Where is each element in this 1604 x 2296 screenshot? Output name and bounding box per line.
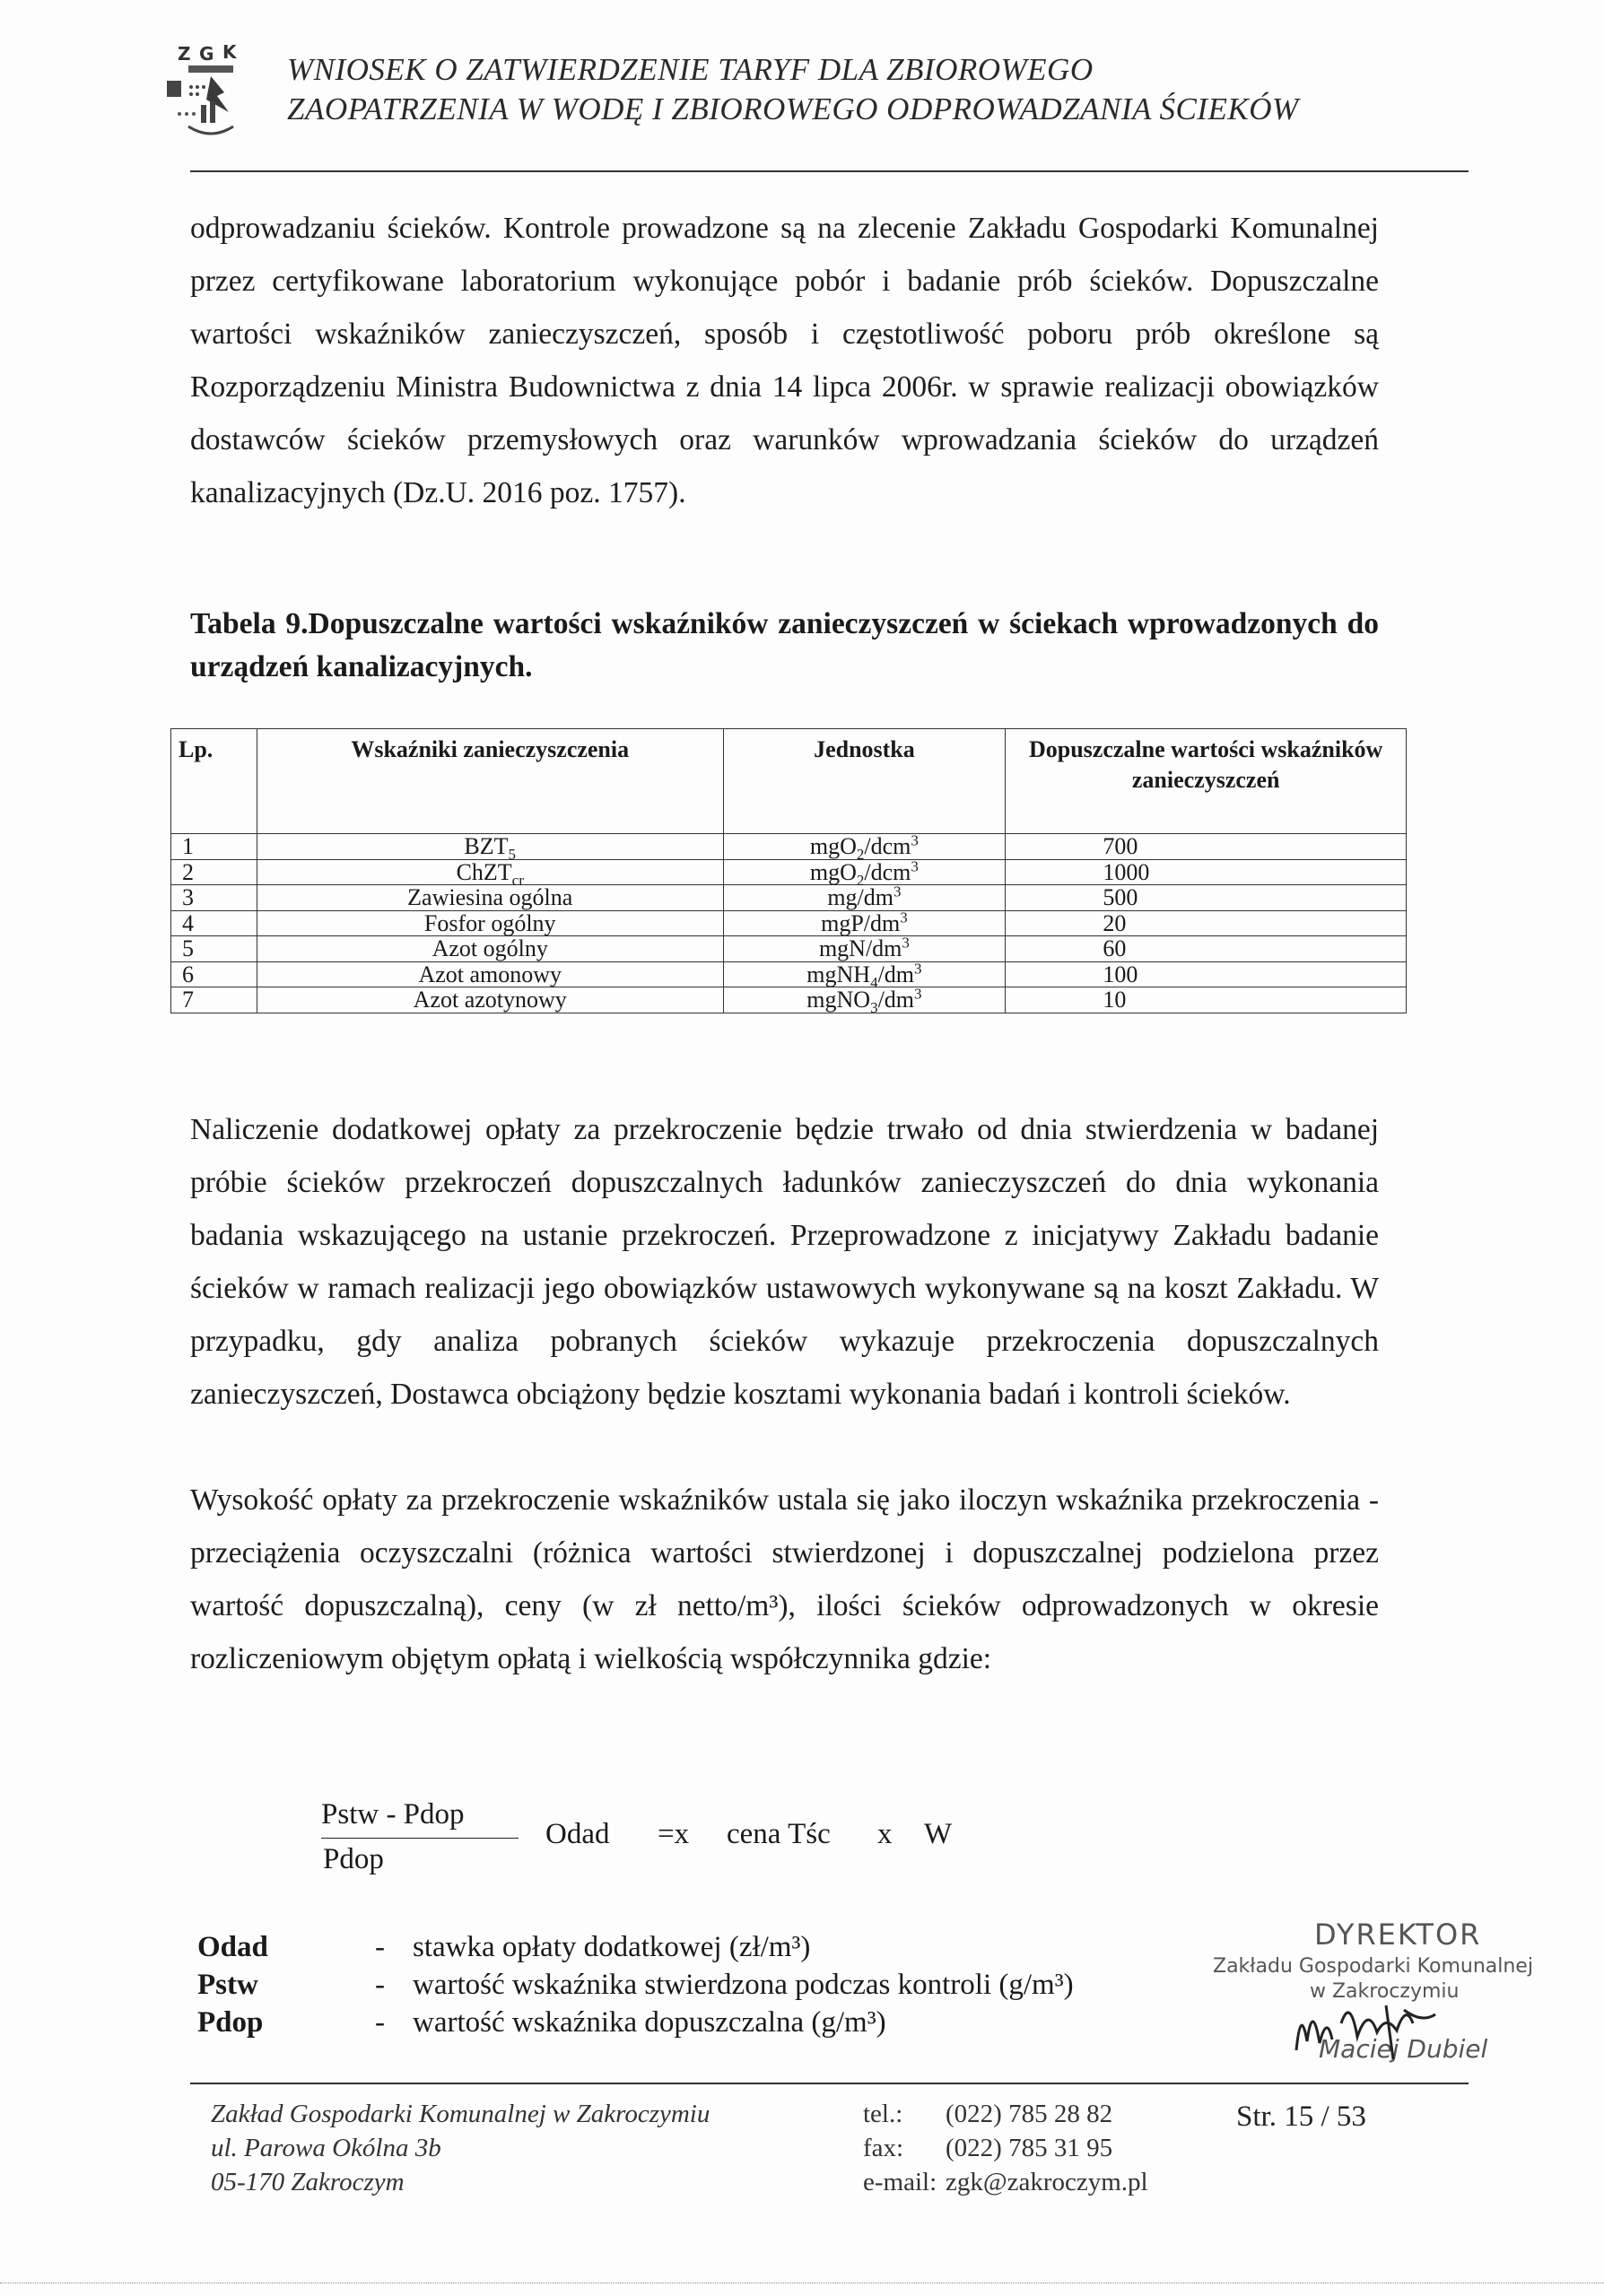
handwritten-signature <box>1287 1987 1449 2068</box>
cell-lp <box>171 936 257 962</box>
lp-text: 5 <box>182 935 194 961</box>
footer-street: ul. Parowa Okólna 3b <box>211 2134 441 2162</box>
formula-fraction-bar <box>321 1838 519 1839</box>
lp-text: 7 <box>182 987 194 1013</box>
limit-value: 100 <box>1103 961 1138 987</box>
unit-superscript: 3 <box>894 883 902 900</box>
cell-indicator <box>257 910 723 936</box>
limit-value: 700 <box>1103 833 1138 859</box>
cell-lp <box>171 910 257 936</box>
unit-subscript: 4 <box>870 973 878 991</box>
svg-text:G: G <box>199 43 214 65</box>
unit-superscript: 3 <box>911 831 919 849</box>
fax-label: fax: <box>863 2134 904 2162</box>
legend-definition: stawka opłaty dodatkowej (zł/m³) <box>413 1931 811 1963</box>
unit-superscript: 3 <box>914 959 922 977</box>
stamp-town: w Zakroczymiu <box>1310 1980 1460 2003</box>
indicator-text: ChZT <box>456 858 512 885</box>
unit-text: mgNO <box>806 987 871 1013</box>
table-row <box>171 936 1407 962</box>
pollutant-limits-table <box>170 728 1407 1017</box>
svg-text:K: K <box>222 41 237 63</box>
table-row <box>171 859 1407 885</box>
legend-definition: wartość wskaźnika dopuszczalna (g/m³) <box>413 2006 886 2039</box>
cell-indicator <box>257 833 723 864</box>
cell-unit <box>723 831 1006 864</box>
legend-key: Pstw <box>197 1969 258 2001</box>
unit-text: mgP/dm <box>821 909 901 936</box>
paragraph-fee-calculation: Wysokość opłaty za przekroczenie wskaźników ustala się jako iloczyn wskaźnika przekroczenia - przeciążenia oczyszczalni (różnica wartości stwierdzonej i dopuszczalnej podzielona przez wartość dopuszczalną), ceny (w zł netto/m³), ilości ścieków odprowadzonych w okresie rozliczeniowym objętym opłatą i wielkością współczynnika gdzie: <box>190 1483 1379 1675</box>
cell-lp <box>171 961 257 987</box>
phone-label: tel.: <box>863 2100 903 2128</box>
legend-definition: wartość wskaźnika stwierdzona podczas kontroli (g/m³) <box>413 1969 1074 2001</box>
footer-city: 05-170 Zakroczym <box>211 2168 405 2196</box>
table-caption: Tabela 9.Dopuszczalne wartości wskaźników zanieczyszczeń w ściekach wprowadzonych do urządzeń kanalizacyjnych. <box>190 607 1379 683</box>
unit-subscript: 2 <box>856 846 865 864</box>
header-rule <box>190 170 1469 172</box>
formula-price: cena Tśc <box>727 1818 831 1850</box>
paragraph-surcharge: Naliczenie dodatkowej opłaty za przekroczenie będzie trwało od dnia stwierdzenia w badanej próbie ścieków przekroczeń dopuszczalnych ładunków zanieczyszczeń do dnia wykonania badania wskazującego na ustanie przekroczeń. Przeprowadzone z inicjatywy Zakładu badanie ścieków w ramach realizacji jego obowiązków ustawowych wykonywane są na koszt Zakładu. W przypadku, gdy analiza pobranych ścieków wykazuje przekroczenia dopuszczalnych zanieczyszczeń, Dostawca obciążony będzie kosztami wykonania badań i kontroli ścieków. <box>190 1113 1379 1411</box>
table-row <box>171 961 1407 987</box>
cell-limit <box>1006 885 1407 911</box>
table-row <box>171 987 1407 1013</box>
indicator-text: Azot amonowy <box>418 961 562 987</box>
fax-number: (022) 785 31 95 <box>946 2134 1113 2162</box>
footer-address <box>211 2097 710 2199</box>
page-number: Str. 15 / 53 <box>1236 2100 1366 2133</box>
lp-text: 1 <box>182 833 194 859</box>
paragraph-intro: odprowadzaniu ścieków. Kontrole prowadzone są na zlecenie Zakładu Gospodarki Komunalnej przez certyfikowane laboratorium wykonujące pobór i badanie prób ścieków. Dopuszczalne wartości wskaźników zanieczyszczeń, sposób i częstotliwość poboru prób określone są Rozporządzeniu Ministra Budownictwa z dnia 14 lipca 2006r. w sprawie realizacji obowiązków dostawców ścieków przemysłowych oraz warunków wprowadzania ścieków do urządzeń kanalizacyjnych (Dz.U. 2016 poz. 1757). <box>190 212 1379 509</box>
limit-value: 20 <box>1103 909 1127 936</box>
cell-unit <box>723 885 1006 911</box>
indicator-text: Azot ogólny <box>432 935 548 961</box>
phone-number: (022) 785 28 82 <box>946 2100 1113 2128</box>
unit-text: mgN/dm <box>818 935 902 961</box>
cell-unit <box>723 857 1006 889</box>
cell-indicator <box>257 987 723 1013</box>
table-row <box>171 834 1407 860</box>
indicator-text: Zawiesina ogólna <box>407 884 573 910</box>
legend-row <box>197 2004 1274 2041</box>
legend-dash: - <box>375 1969 385 2001</box>
stamp-name: Maciej Dubiel <box>1319 2034 1488 2064</box>
cell-limit <box>1006 859 1407 885</box>
unit-subscript: 2 <box>856 871 865 889</box>
cell-unit <box>723 985 1006 1017</box>
formula-numerator: Pstw - Pdop <box>321 1798 465 1831</box>
company-logo <box>161 40 260 148</box>
table-row <box>171 885 1407 911</box>
footer-org-name: Zakład Gospodarki Komunalnej w Zakroczymiu <box>211 2100 710 2128</box>
lp-text: 2 <box>182 858 194 885</box>
unit-tail: /dcm <box>864 858 911 885</box>
legend-row <box>197 1966 1274 2004</box>
unit-tail: /dm <box>877 987 915 1013</box>
cell-limit <box>1006 936 1407 962</box>
indicator-subscript: cr <box>511 871 524 889</box>
table-header-row <box>171 729 1407 834</box>
limit-value: 10 <box>1103 987 1127 1013</box>
lp-text: 3 <box>182 884 194 910</box>
unit-text: mg/dm <box>827 884 894 910</box>
email-label: e-mail: <box>863 2168 937 2196</box>
indicator-text: Fosfor ogólny <box>423 909 556 936</box>
cell-limit <box>1006 987 1407 1013</box>
fee-formula <box>321 1798 1039 1879</box>
cell-lp <box>171 987 257 1013</box>
cell-unit <box>723 959 1006 991</box>
cell-lp <box>171 859 257 885</box>
cell-indicator <box>257 961 723 987</box>
unit-subscript: 3 <box>870 999 878 1017</box>
cell-unit <box>723 936 1006 962</box>
legend-row <box>197 1928 1274 1966</box>
legend-dash: - <box>375 1931 385 1963</box>
footer-rule <box>190 2083 1469 2084</box>
col-header-indicator: Wskaźniki zanieczyszczenia <box>257 729 723 834</box>
indicator-text: Azot azotynowy <box>413 987 567 1013</box>
unit-superscript: 3 <box>900 908 908 926</box>
svg-text:Z: Z <box>178 43 191 65</box>
unit-superscript: 3 <box>902 934 910 952</box>
formula-w: W <box>924 1818 953 1850</box>
unit-superscript: 3 <box>911 857 919 874</box>
legend-key: Odad <box>197 1931 268 1963</box>
limit-value: 60 <box>1103 935 1127 961</box>
unit-superscript: 3 <box>914 985 922 1003</box>
col-header-limit: Dopuszczalne wartości wskaźników zanieczyszczeń <box>1006 729 1407 834</box>
indicator-subscript: 5 <box>508 846 517 864</box>
email-address: zgk@zakroczym.pl <box>946 2168 1148 2196</box>
cell-unit <box>723 910 1006 936</box>
legend-key: Pdop <box>197 2006 264 2039</box>
header-title-line1: WNIOSEK O ZATWIERDZENIE TARYF DLA ZBIOROWEGO <box>287 52 1094 87</box>
unit-text: mgO <box>809 833 857 859</box>
footer-contact <box>863 2097 1148 2199</box>
footer-phone-row <box>863 2097 1148 2131</box>
limit-value: 1000 <box>1103 858 1150 885</box>
cell-indicator <box>257 858 723 889</box>
indicator-text: BZT <box>464 833 509 859</box>
limit-value: 500 <box>1103 884 1138 910</box>
director-stamp <box>1202 1918 1533 2079</box>
formula-equals: =x <box>658 1818 690 1850</box>
stamp-title: DYREKTOR <box>1314 1918 1482 1952</box>
cell-limit <box>1006 910 1407 936</box>
stamp-org: Zakładu Gospodarki Komunalnej <box>1213 1955 1533 1978</box>
legend-dash: - <box>375 2006 385 2039</box>
lp-text: 4 <box>182 909 194 936</box>
lp-text: 6 <box>182 961 194 987</box>
unit-text: mgNH <box>806 961 871 987</box>
unit-tail: /dm <box>877 961 915 987</box>
cell-indicator <box>257 936 723 962</box>
footer-email-row <box>863 2165 1148 2199</box>
col-header-lp: Lp. <box>171 729 257 834</box>
cell-limit <box>1006 961 1407 987</box>
col-header-unit: Jednostka <box>723 729 1006 834</box>
cell-indicator <box>257 885 723 911</box>
table-row <box>171 910 1407 936</box>
formula-odad: Odad <box>545 1818 610 1850</box>
header-title-line2: ZAOPATRZENIA W WODĘ I ZBIOROWEGO ODPROWADZANIA ŚCIEKÓW <box>287 91 1299 126</box>
footer-fax-row <box>863 2131 1148 2165</box>
formula-times: x <box>877 1818 893 1850</box>
cell-lp <box>171 834 257 860</box>
formula-denominator: Pdop <box>323 1843 384 1875</box>
cell-lp <box>171 885 257 911</box>
unit-text: mgO <box>809 858 857 885</box>
unit-tail: /dcm <box>864 833 911 859</box>
cell-limit <box>1006 834 1407 860</box>
